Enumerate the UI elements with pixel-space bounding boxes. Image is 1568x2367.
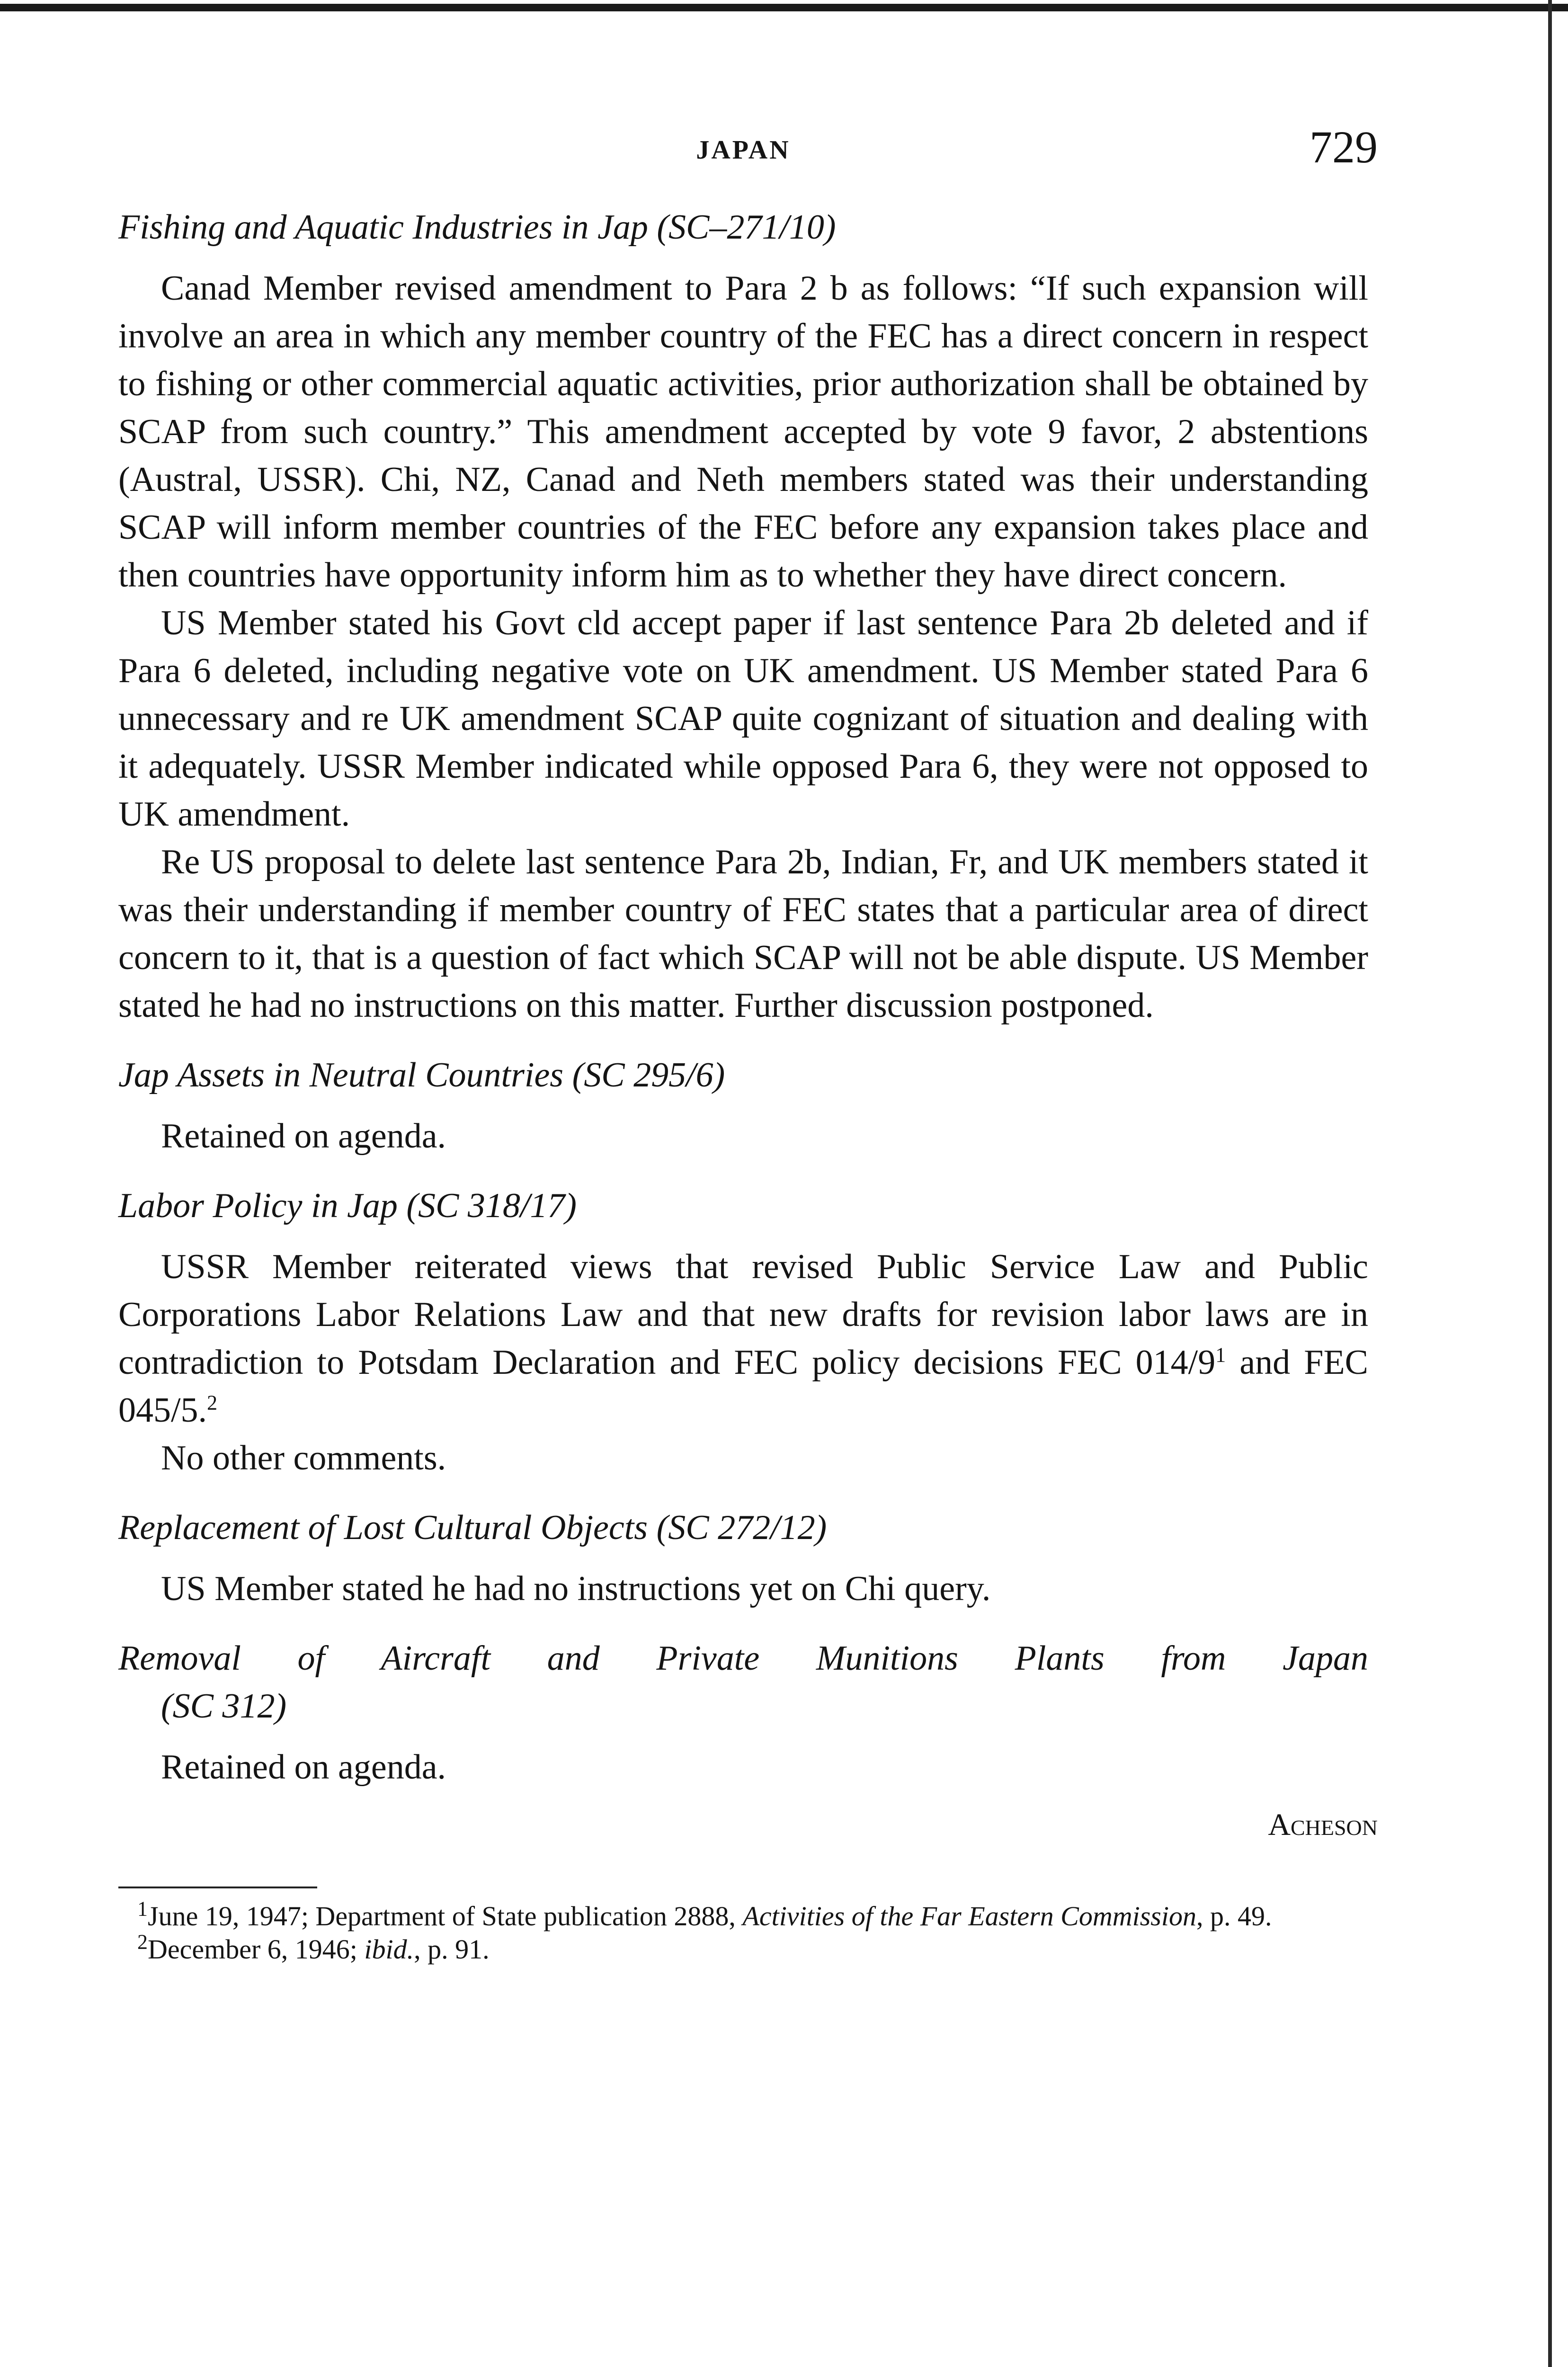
footnote-mark: 1 [137,1897,148,1921]
footnote-text: June 19, 1947; Department of State publication 2888, [148,1901,743,1931]
paragraph: US Member stated he had no instructions yet on Chi query. [161,1569,991,1608]
document-body [118,204,1378,1966]
footnote-2 [118,1930,1368,1966]
footnote-text: December 6, 1946; [148,1934,365,1965]
paragraph: Re US proposal to delete last sentence Para 2b, Indian, Fr, and UK members stated it was their understanding if member country of FEC states that a particular area of direct concern to it, that is a question of fact which SCAP will not be able dispute. US Member stated he had no instructions on this matter. Further discussion postponed. [118,843,1368,1025]
paragraph: Retained on agenda. [161,1117,446,1156]
section-heading [118,1635,1368,1730]
section-heading-line2: (SC 312) [161,1687,287,1726]
section-heading: Replacement of Lost Cultural Objects (SC 272/12) [118,1508,827,1547]
page-number: 729 [1310,122,1378,172]
paragraph-text-cont: and FEC 045/5. [118,1343,1368,1430]
footnote-title: ibid. [364,1934,414,1965]
paragraph: Retained on agenda. [161,1748,446,1787]
page-edge-shadow [1548,0,1552,2367]
footnote-1 [118,1897,1368,1933]
footnote-mark: 2 [137,1930,148,1954]
section-heading: Fishing and Aquatic Industries in Jap (SC–271/10) [118,208,836,247]
signature: Acheson [1268,1807,1378,1842]
section-aircraft-removal [118,1635,1368,1791]
section-heading-line1: Removal of Aircraft and Private Munitions Plants from Japan [118,1639,1368,1678]
footnote-title: Activities of the Far Eastern Commission [742,1901,1196,1931]
paragraph [118,1243,1368,1434]
top-border-rule [0,4,1568,11]
section-labor-policy [118,1182,1368,1482]
paragraph: No other comments. [161,1439,446,1477]
footnotes [118,1897,1368,1966]
section-jap-assets [118,1051,1368,1160]
footnote-text-end: , p. 49. [1196,1901,1272,1931]
footnote-ref-1: 1 [1215,1343,1226,1367]
footnote-text-end: , p. 91. [414,1934,490,1965]
section-fishing [118,204,1368,1030]
section-heading: Jap Assets in Neutral Countries (SC 295/6) [118,1056,725,1095]
footnote-divider [118,1886,317,1888]
footnote-ref-2: 2 [207,1391,218,1415]
section-cultural-objects [118,1504,1368,1613]
running-title: JAPAN [696,135,791,165]
paragraph: Canad Member revised amendment to Para 2 b as follows: “If such expansion will involve an area in which any member country of the FEC has a direct concern in respect to fishing or other commercial aquatic activities, prior authorization shall be obtained by SCAP from such country.” This amendment accepted by vote 9 favor, 2 abstentions (Austral, USSR). Chi, NZ, Canad and Neth members stated was their understanding SCAP will inform member countries of the FEC before any expansion takes place and then countries have opportunity inform him as to whether they have direct concern. [118,269,1368,595]
section-heading: Labor Policy in Jap (SC 318/17) [118,1186,577,1225]
running-header [118,121,1378,173]
paragraph-text: USSR Member reiterated views that revised Public Service Law and Public Corporations Labor Relations Law and that new drafts for revision labor laws are in contradiction to Potsdam Declaration and FEC policy decisions FEC 014/9 [118,1247,1368,1382]
paragraph: US Member stated his Govt cld accept paper if last sentence Para 2b deleted and if Para 6 deleted, including negative vote on UK amendment. US Member stated Para 6 unnecessary and re UK amendment SCAP quite cognizant of situation and dealing with it adequately. USSR Member indicated while opposed Para 6, they were not opposed to UK amendment. [118,604,1368,834]
